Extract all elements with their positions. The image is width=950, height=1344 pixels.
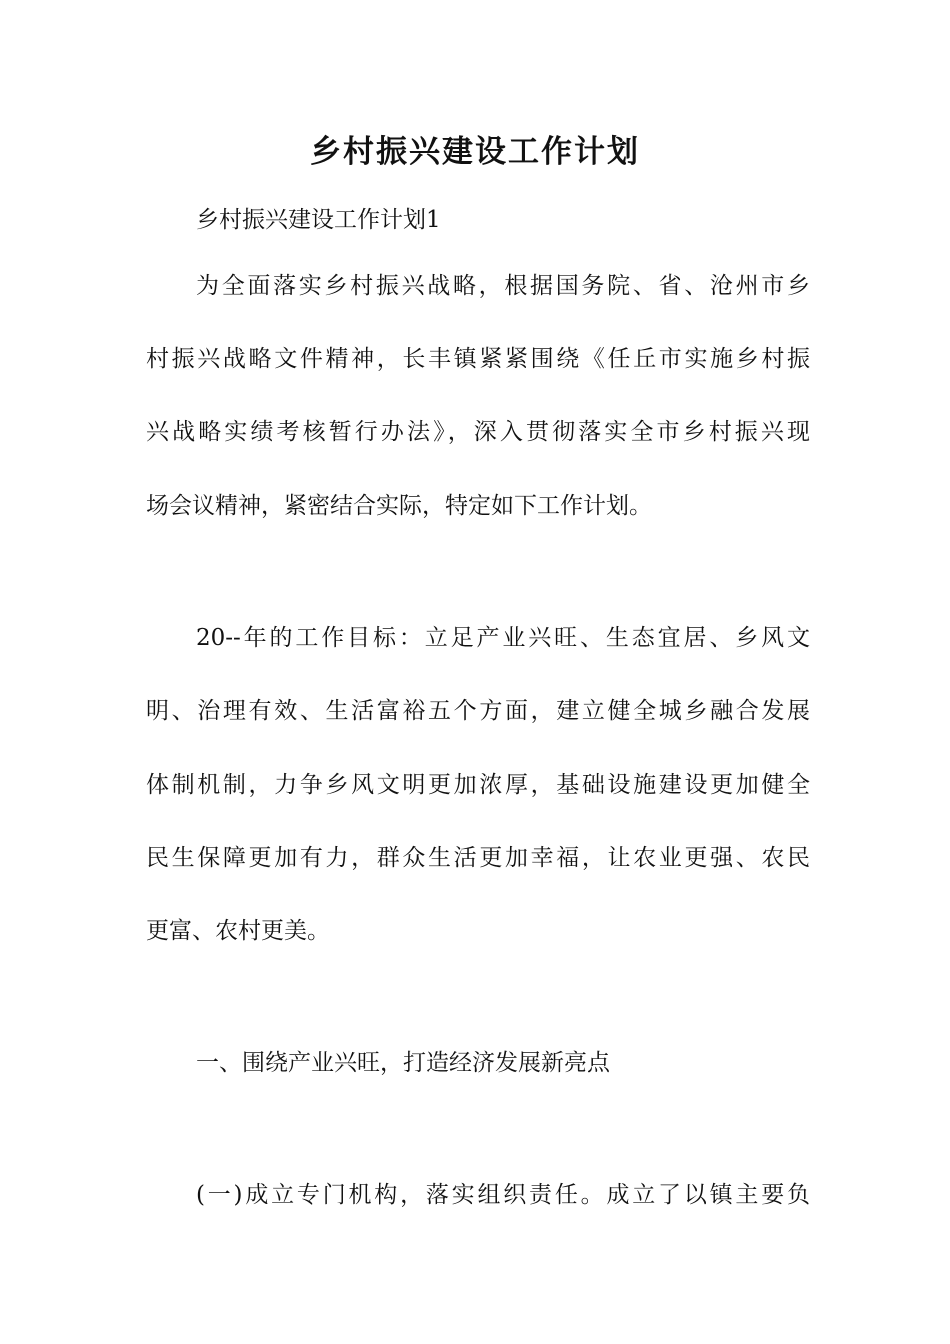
paragraph-line: 场会议精神，紧密结合实际，特定如下工作计划。 bbox=[146, 493, 652, 519]
paragraph-line: 兴战略实绩考核暂行办法》，深入贯彻落实全市乡村振兴现 bbox=[146, 419, 810, 445]
document-title: 乡村振兴建设工作计划 bbox=[310, 134, 640, 170]
paragraph-line: 明、治理有效、生活富裕五个方面，建立健全城乡融合发展 bbox=[146, 698, 810, 724]
paragraph-line: 更富、农村更美。 bbox=[146, 918, 330, 944]
section-heading: 一、围绕产业兴旺，打造经济发展新亮点 bbox=[196, 1050, 610, 1076]
paragraph-line: 村振兴战略文件精神，长丰镇紧紧围绕《任丘市实施乡村振 bbox=[146, 346, 810, 372]
paragraph-line: 体制机制，力争乡风文明更加浓厚，基础设施建设更加健全 bbox=[146, 772, 810, 798]
paragraph-line: 民生保障更加有力，群众生活更加幸福，让农业更强、农民 bbox=[146, 845, 810, 871]
paragraph-line: 为全面落实乡村振兴战略，根据国务院、省、沧州市乡 bbox=[196, 273, 810, 299]
paragraph-line: (一)成立专门机构，落实组织责任。成立了以镇主要负 bbox=[196, 1182, 810, 1208]
paragraph-line: 20--年的工作目标：立足产业兴旺、生态宜居、乡风文 bbox=[196, 625, 810, 651]
document-subtitle: 乡村振兴建设工作计划1 bbox=[196, 207, 441, 233]
